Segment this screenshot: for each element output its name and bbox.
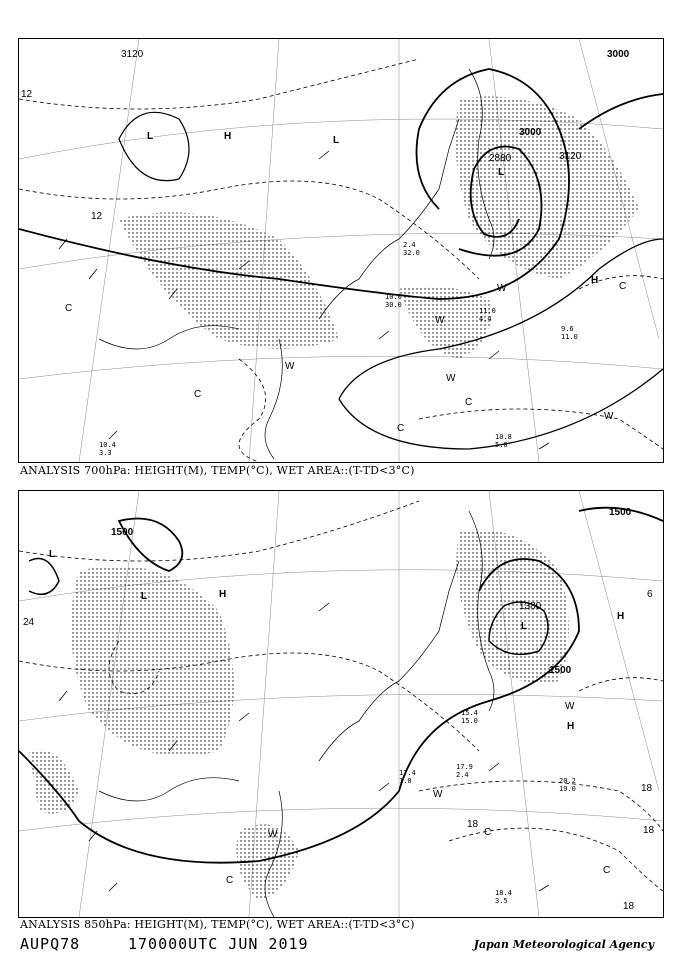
agency-name: Japan Meteorological Agency — [473, 938, 654, 951]
contour-label: 1380 — [519, 601, 542, 612]
station-dewpoint: 15.0 — [461, 717, 478, 725]
map-850hpa-chart — [19, 491, 663, 917]
contour-label: 2880 — [489, 153, 512, 164]
contour-label: 12 — [21, 89, 33, 100]
contour-label: 3000 — [519, 127, 542, 138]
high-center-symbol: H — [219, 589, 227, 600]
low-center-symbol: L — [141, 591, 148, 602]
cold-symbol: C — [194, 389, 202, 400]
cold-symbol: C — [226, 875, 234, 886]
station-dewpoint: 2.4 — [456, 771, 469, 779]
contour-label: 1500 — [111, 527, 134, 538]
station-temp: 2.4 — [403, 241, 416, 249]
station-dewpoint: 1.0 — [399, 777, 412, 785]
valid-time: 170000UTC JUN 2019 — [128, 935, 309, 953]
warm-symbol: W — [446, 373, 456, 384]
station-dewpoint: 30.0 — [385, 301, 402, 309]
contour-label: 3120 — [121, 49, 144, 60]
map-panel-700hpa — [18, 38, 664, 463]
contour-label: 18 — [467, 819, 479, 830]
contour-label: 24 — [23, 617, 35, 628]
contour-label: 3000 — [607, 49, 630, 60]
station-temp: 18.4 — [495, 889, 512, 897]
station-dewpoint: 19.0 — [559, 785, 576, 793]
low-center-symbol: L — [521, 621, 528, 632]
warm-symbol: W — [565, 701, 575, 712]
station-temp: 10.0 — [385, 293, 402, 301]
station-temp: 17.9 — [456, 763, 473, 771]
station-temp: 17.4 — [399, 769, 416, 777]
high-center-symbol: H — [591, 275, 599, 286]
contour-label: 1500 — [549, 665, 572, 676]
cold-symbol: C — [484, 827, 492, 838]
station-dewpoint: 3.3 — [99, 449, 112, 457]
contour-label: 1500 — [609, 507, 632, 518]
station-dewpoint: 32.0 — [403, 249, 420, 257]
station-dewpoint: 3.5 — [495, 897, 508, 905]
map-700hpa-chart — [19, 39, 663, 462]
station-temp: 10.4 — [99, 441, 116, 449]
station-temp: 9.6 — [561, 325, 574, 333]
warm-symbol: W — [435, 315, 445, 326]
contour-label: 18 — [643, 825, 655, 836]
high-center-symbol: H — [567, 721, 575, 732]
low-center-symbol: L — [49, 549, 56, 560]
cold-symbol: C — [603, 865, 611, 876]
panel-caption-850hpa: ANALYSIS 850hPa: HEIGHT(M), TEMP(°C), WET AREA::(T-TD<3°C) — [20, 918, 415, 931]
wet-areas — [29, 529, 569, 901]
station-temp: 10.8 — [495, 433, 512, 441]
contour-label: 12 — [91, 211, 103, 222]
station-dewpoint: 11.0 — [561, 333, 578, 341]
station-observations — [399, 709, 576, 905]
warm-symbol: W — [268, 829, 278, 840]
cold-symbol: C — [619, 281, 627, 292]
low-center-symbol: L — [333, 135, 340, 146]
cold-symbol: C — [465, 397, 473, 408]
panel-caption-700hpa: ANALYSIS 700hPa: HEIGHT(M), TEMP(°C), WET AREA::(T-TD<3°C) — [20, 464, 415, 477]
station-dewpoint: 4.4 — [479, 315, 492, 323]
low-center-symbol: L — [147, 131, 154, 142]
high-center-symbol: H — [224, 131, 232, 142]
cold-symbol: C — [397, 423, 405, 434]
warm-symbol: W — [433, 789, 443, 800]
contour-label: 18 — [641, 783, 653, 794]
low-center-symbol: L — [498, 167, 505, 178]
contour-label: 6 — [647, 589, 653, 600]
warm-symbol: W — [285, 361, 295, 372]
cold-symbol: C — [65, 303, 73, 314]
contour-label: 18 — [623, 901, 635, 912]
station-temp: 11.0 — [479, 307, 496, 315]
warm-symbol: W — [604, 411, 614, 422]
station-dewpoint: 5.0 — [495, 441, 508, 449]
map-panel-850hpa — [18, 490, 664, 918]
high-center-symbol: H — [617, 611, 625, 622]
warm-symbol: W — [497, 283, 507, 294]
contour-label: 3120 — [559, 151, 582, 162]
station-temp: 15.4 — [461, 709, 478, 717]
station-temp: 20.2 — [559, 777, 576, 785]
chart-code: AUPQ78 — [20, 935, 81, 953]
